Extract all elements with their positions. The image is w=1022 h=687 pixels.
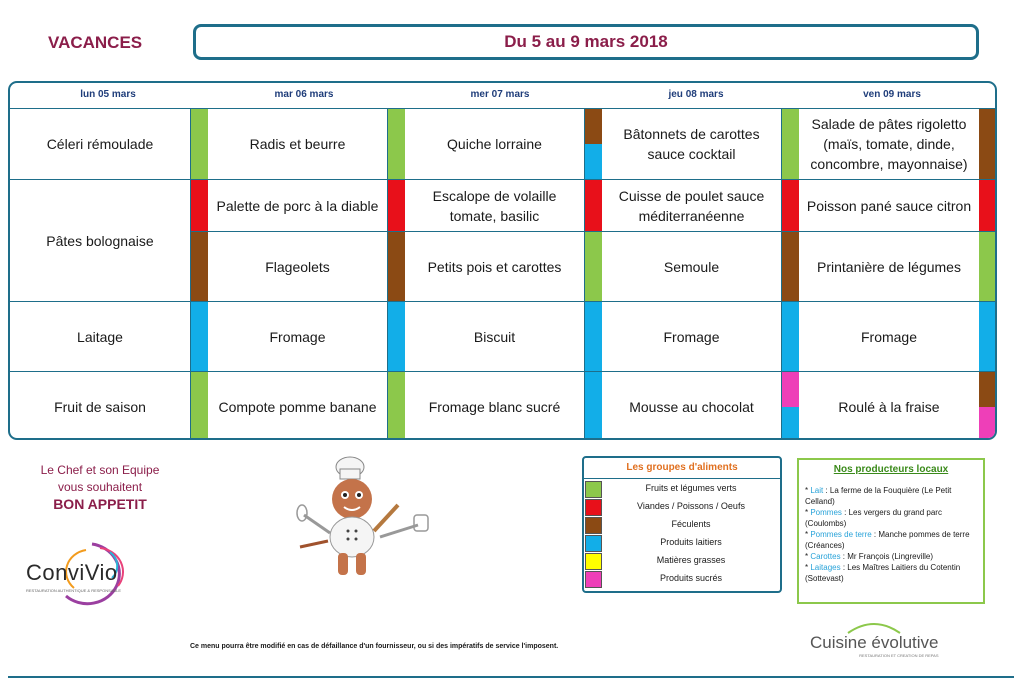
cuisine-name: Cuisine évolutive bbox=[810, 633, 939, 652]
producers-title: Nos producteurs locaux bbox=[833, 464, 949, 475]
day-header-mar: mar 06 mars bbox=[274, 89, 334, 100]
food-group-swatch bbox=[585, 232, 602, 301]
bottom-rule bbox=[8, 676, 1014, 678]
chef-message bbox=[20, 462, 180, 513]
food-group-swatch bbox=[585, 180, 602, 231]
legend-item bbox=[584, 534, 780, 552]
producer-key: Lait bbox=[810, 486, 824, 495]
producer-item: * Pommes : Les vergers du grand parc (Coulombs) bbox=[805, 508, 942, 528]
food-group-swatch bbox=[585, 109, 602, 144]
menu-item-ven-plat: Poisson pané sauce citron bbox=[806, 197, 972, 214]
food-group-swatch bbox=[388, 232, 405, 301]
food-group-swatch bbox=[585, 372, 602, 440]
legend-label: Fruits et légumes verts bbox=[645, 483, 737, 493]
disclaimer-note: Ce menu pourra être modifié en cas de défaillance d'un fournisseur, ou si des impératifs de service l'imposent. bbox=[190, 643, 559, 650]
menu-item-jeu-accompagnement: Semoule bbox=[663, 258, 720, 275]
menu-item-mer-plat: Escalope de volaille tomate, basilic bbox=[432, 187, 557, 224]
menu-item-mar-entree: Radis et beurre bbox=[249, 136, 346, 152]
producer-key: Carottes bbox=[810, 552, 841, 561]
food-group-swatch bbox=[979, 372, 997, 407]
legend-swatch bbox=[585, 571, 602, 588]
menu-item-mer-entree: Quiche lorraine bbox=[447, 136, 542, 152]
menu-item-mar-accompagnement: Flageolets bbox=[265, 258, 330, 275]
chef-line1: Le Chef et son Equipe bbox=[40, 463, 160, 477]
menu-item-ven-laitage: Fromage bbox=[860, 328, 918, 345]
day-header-mer: mer 07 mars bbox=[470, 89, 530, 100]
local-producers-box bbox=[797, 458, 985, 604]
cuisine-arc-icon bbox=[844, 619, 904, 635]
legend-label: Viandes / Poissons / Oeufs bbox=[637, 501, 745, 511]
menu-item-ven-entree: Salade de pâtes rigoletto (maïs, tomate, dinde, concombre, mayonnaise) bbox=[810, 116, 968, 172]
menu-item-mer-laitage: Biscuit bbox=[473, 328, 516, 345]
food-group-swatch bbox=[782, 407, 799, 440]
menu-table bbox=[8, 81, 997, 440]
menu-item-mar-plat: Palette de porc à la diable bbox=[216, 197, 379, 214]
legend-label: Matières grasses bbox=[656, 555, 726, 565]
producer-item: * Laitages : Les Maîtres Laitiers du Cotentin (Sottevast) bbox=[805, 563, 961, 583]
food-group-swatch bbox=[979, 232, 997, 301]
food-group-swatch bbox=[782, 109, 799, 179]
menu-item-mar-dessert: Compote pomme banane bbox=[218, 399, 377, 415]
producer-text: : Mr François (Lingreville) bbox=[840, 552, 934, 561]
date-range-title: Du 5 au 9 mars 2018 bbox=[193, 24, 979, 60]
menu-item-ven-accompagnement: Printanière de légumes bbox=[817, 258, 961, 275]
menu-item-ven-dessert: Roulé à la fraise bbox=[838, 399, 940, 415]
food-group-swatch bbox=[585, 144, 602, 179]
food-groups-legend bbox=[582, 456, 782, 593]
food-group-swatch bbox=[979, 302, 997, 371]
day-header-ven: ven 09 mars bbox=[863, 89, 921, 100]
legend-label: Produits sucrés bbox=[659, 573, 723, 583]
legend-label: Féculents bbox=[671, 519, 711, 529]
chef-mascot-icon bbox=[290, 455, 450, 595]
producer-item: * Lait : La ferme de la Fouquière (Le Petit Celland) bbox=[805, 486, 952, 506]
cuisine-evolutive-logo bbox=[810, 633, 939, 658]
food-group-swatch bbox=[979, 180, 997, 231]
food-group-swatch bbox=[388, 372, 405, 440]
food-group-swatch bbox=[191, 232, 208, 301]
menu-item-jeu-laitage: Fromage bbox=[663, 328, 720, 345]
menu-item-mer-accompagnement: Petits pois et carottes bbox=[427, 258, 562, 275]
legend-item bbox=[584, 552, 780, 570]
legend-swatch bbox=[585, 481, 602, 498]
convivio-tagline: RESTAURATION AUTHENTIQUE & RESPONSABLE bbox=[26, 588, 121, 593]
food-group-swatch bbox=[782, 180, 799, 231]
legend-item bbox=[584, 570, 780, 588]
food-group-swatch bbox=[388, 180, 405, 231]
food-group-swatch bbox=[191, 372, 208, 440]
legend-item bbox=[584, 498, 780, 516]
day-header-lun: lun 05 mars bbox=[80, 89, 136, 100]
producer-text: : Manche pommes de terre (Créances) bbox=[805, 530, 970, 550]
legend-item bbox=[584, 516, 780, 534]
food-group-swatch bbox=[388, 109, 405, 179]
producer-text: : Les Maîtres Laitiers du Cotentin (Sottevast) bbox=[805, 563, 961, 583]
food-group-swatch bbox=[782, 302, 799, 371]
producer-item: * Carottes : Mr François (Lingreville) bbox=[805, 552, 934, 561]
menu-item-lun-dessert: Fruit de saison bbox=[54, 399, 146, 415]
food-group-swatch bbox=[979, 407, 997, 440]
day-header-jeu: jeu 08 mars bbox=[668, 89, 724, 100]
food-group-swatch bbox=[191, 109, 208, 179]
producer-item: * Pommes de terre : Manche pommes de terre (Créances) bbox=[805, 530, 970, 550]
menu-item-mer-dessert: Fromage blanc sucré bbox=[428, 399, 561, 415]
convivio-logo bbox=[22, 530, 162, 610]
menu-item-lun-plat: Pâtes bolognaise bbox=[46, 232, 154, 249]
legend-swatch bbox=[585, 499, 602, 516]
menu-item-jeu-entree: Bâtonnets de carottes sauce cocktail bbox=[623, 126, 760, 162]
divider bbox=[584, 478, 782, 479]
food-group-swatch bbox=[782, 232, 799, 301]
convivio-name: ConviVio bbox=[26, 560, 118, 585]
legend-title: Les groupes d'aliments bbox=[626, 462, 738, 473]
food-group-swatch bbox=[979, 109, 997, 179]
menu-item-mar-laitage: Fromage bbox=[269, 328, 326, 345]
legend-swatch bbox=[585, 517, 602, 534]
producer-key: Laitages bbox=[810, 563, 841, 572]
menu-item-jeu-dessert: Mousse au chocolat bbox=[629, 399, 754, 415]
cuisine-tagline: RESTAURATION ET CREATION DE REPAS bbox=[859, 653, 939, 658]
menu-item-lun-laitage: Laitage bbox=[77, 328, 123, 345]
food-group-swatch bbox=[388, 302, 405, 371]
vacances-label: VACANCES bbox=[48, 33, 143, 52]
legend-item bbox=[584, 480, 780, 498]
food-group-swatch bbox=[191, 302, 208, 371]
producer-text: : Les vergers du grand parc (Coulombs) bbox=[805, 508, 942, 528]
food-group-swatch bbox=[782, 372, 799, 407]
food-group-swatch bbox=[191, 180, 208, 231]
chef-line2: vous souhaitent bbox=[57, 480, 143, 494]
legend-swatch bbox=[585, 553, 602, 570]
producer-key: Pommes de terre bbox=[810, 530, 872, 539]
legend-label: Produits laitiers bbox=[660, 537, 722, 547]
bon-appetit: BON APPETIT bbox=[53, 496, 147, 512]
menu-item-jeu-plat: Cuisse de poulet sauce méditerranéenne bbox=[618, 187, 765, 224]
producer-text: : La ferme de la Fouquière (Le Petit Celland) bbox=[805, 486, 952, 506]
food-group-swatch bbox=[585, 302, 602, 371]
producer-key: Pommes bbox=[810, 508, 842, 517]
menu-item-lun-entree: Céleri rémoulade bbox=[46, 136, 154, 152]
legend-swatch bbox=[585, 535, 602, 552]
